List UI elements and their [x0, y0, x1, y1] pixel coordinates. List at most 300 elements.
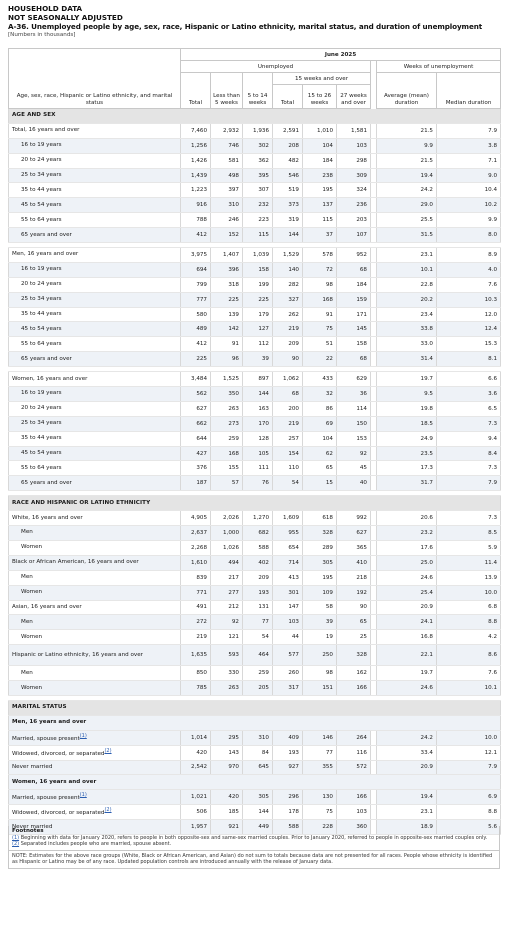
table-cell: 4,905 [181, 511, 211, 526]
table-cell: 146 [303, 730, 337, 745]
table-cell: 264 [337, 730, 371, 745]
table-cell: 24.2 [377, 183, 437, 198]
row-label-text: 25 to 34 years [21, 172, 62, 178]
table-cell: 328 [337, 645, 371, 666]
table-cell: 327 [273, 292, 303, 307]
table-cell: 209 [243, 570, 273, 585]
month-header: June 2025 [181, 49, 501, 61]
table-row [9, 555, 501, 570]
table-cell: 75 [303, 322, 337, 337]
table-row [9, 730, 501, 745]
table-cell: 927 [273, 760, 303, 775]
table-cell: 152 [211, 228, 243, 243]
table-cell: 29.0 [377, 198, 437, 213]
row-label [9, 526, 181, 541]
table-cell: 593 [211, 645, 243, 666]
table-cell: 7,460 [181, 123, 211, 138]
table-cell: 45 [337, 461, 371, 476]
table-cell: 427 [181, 446, 211, 461]
table-cell: 588 [243, 540, 273, 555]
table-cell: 3,975 [181, 248, 211, 263]
table-cell: 68 [273, 387, 303, 402]
table-cell: 9.5 [377, 387, 437, 402]
table-cell: 1,529 [273, 248, 303, 263]
table-cell: 4.0 [437, 262, 501, 277]
table-cell: 145 [337, 322, 371, 337]
table-cell: 238 [303, 168, 337, 183]
table-cell: 955 [273, 526, 303, 541]
table-cell: 6.6 [437, 372, 501, 387]
footnote-2-text: Separated includes people who are married, spouse absent. [20, 841, 172, 848]
table-cell: 232 [243, 198, 273, 213]
table-cell: 330 [211, 666, 243, 681]
table-row [9, 760, 501, 775]
table-cell: 360 [337, 820, 371, 835]
row-label [9, 476, 181, 491]
table-cell: 23.1 [377, 805, 437, 820]
table-row [9, 322, 501, 337]
table-cell: 236 [337, 198, 371, 213]
row-label [9, 461, 181, 476]
table-cell: 449 [243, 820, 273, 835]
table-cell: 362 [243, 153, 273, 168]
table-cell: 72 [303, 262, 337, 277]
table-cell: 187 [181, 476, 211, 491]
table-row [9, 540, 501, 555]
table-cell: 19 [303, 630, 337, 645]
5-to-14-weeks-header: 5 to 14 weeks [243, 73, 273, 109]
row-label [9, 198, 181, 213]
table-cell: 420 [181, 745, 211, 760]
footnote-ref-link[interactable]: (2) [104, 807, 112, 814]
row-label [9, 352, 181, 367]
table-cell: 328 [303, 526, 337, 541]
table-cell: 12.0 [437, 307, 501, 322]
table-cell: 498 [211, 168, 243, 183]
table-cell: 195 [303, 570, 337, 585]
table-cell: 310 [243, 730, 273, 745]
table-cell: 373 [273, 198, 303, 213]
table-cell: 168 [303, 292, 337, 307]
table-cell: 8.1 [437, 352, 501, 367]
row-label [9, 681, 181, 696]
row-label-text: 65 years and over [21, 355, 72, 362]
table-cell: 219 [273, 322, 303, 337]
units-note: [Numbers in thousands] [8, 32, 76, 38]
table-cell: 32 [303, 387, 337, 402]
row-label-text: 55 to 64 years [21, 340, 62, 347]
table-cell: 33.8 [377, 322, 437, 337]
table-cell: 305 [243, 790, 273, 805]
table-cell: 10.0 [437, 730, 501, 745]
table-cell: 58 [303, 600, 337, 615]
table-row [9, 615, 501, 630]
row-label-text: 55 to 64 years [21, 464, 62, 471]
table-row [9, 461, 501, 476]
table-cell: 10.1 [437, 681, 501, 696]
table-cell: 307 [243, 183, 273, 198]
table-cell: 24.1 [377, 615, 437, 630]
table-cell: 68 [337, 262, 371, 277]
table-cell: 39 [303, 615, 337, 630]
row-label-text: 55 to 64 years [21, 216, 62, 223]
row-label [9, 555, 181, 570]
table-cell: 178 [273, 805, 303, 820]
table-cell: 84 [243, 745, 273, 760]
footnote-1-text: Beginning with data for January 2020, refers to people in both opposite-sex and same-sex married couples. Prior to January 2020, referred to people in opposite-sex married couples only. [20, 834, 488, 841]
table-cell: 1,039 [243, 248, 273, 263]
table-cell: 103 [273, 615, 303, 630]
table-cell: 223 [243, 213, 273, 228]
row-label [9, 745, 181, 760]
table-cell: 433 [303, 372, 337, 387]
row-label-text: 16 to 19 years [21, 142, 62, 149]
table-cell: 11.4 [437, 555, 501, 570]
table-cell: 209 [273, 337, 303, 352]
table-cell: 65 [337, 615, 371, 630]
total-15-over-header: Total [273, 85, 303, 109]
table-cell: 1,014 [181, 730, 211, 745]
table-cell: 3.6 [437, 387, 501, 402]
table-cell: 54 [243, 630, 273, 645]
table-row [9, 123, 501, 138]
table-cell: 121 [211, 630, 243, 645]
table-cell: 578 [303, 248, 337, 263]
table-cell: 1,010 [303, 123, 337, 138]
row-label [9, 307, 181, 322]
row-label-text: Men [21, 618, 33, 625]
table-cell: 2,268 [181, 540, 211, 555]
table-cell: 2,542 [181, 760, 211, 775]
table-cell: 168 [211, 446, 243, 461]
table-cell: 260 [273, 666, 303, 681]
table-cell: 402 [243, 555, 273, 570]
table-row [9, 183, 501, 198]
table-cell: 104 [303, 138, 337, 153]
table-cell: 44 [273, 630, 303, 645]
table-cell: 68 [337, 352, 371, 367]
table-cell: 921 [211, 820, 243, 835]
row-label-text: 35 to 44 years [21, 311, 62, 318]
table-cell: 506 [181, 805, 211, 820]
table-cell: 91 [211, 337, 243, 352]
table-cell: 16.8 [377, 630, 437, 645]
row-label [9, 760, 181, 775]
table-cell: 897 [243, 372, 273, 387]
table-cell: 2,932 [211, 123, 243, 138]
table-cell: 20.2 [377, 292, 437, 307]
table-cell: 8.0 [437, 228, 501, 243]
subsection-header-row [9, 715, 501, 730]
row-label [9, 372, 181, 387]
table-cell: 208 [273, 138, 303, 153]
footnote-ref-link[interactable]: (1) [79, 792, 87, 799]
row-label [9, 540, 181, 555]
table-cell: 62 [303, 446, 337, 461]
table-cell: 150 [337, 416, 371, 431]
table-cell: 350 [211, 387, 243, 402]
row-label-text: 16 to 19 years [21, 390, 62, 397]
table-cell: 250 [303, 645, 337, 666]
table-cell: 54 [273, 476, 303, 491]
table-cell: 163 [243, 401, 273, 416]
footnote-ref-link[interactable]: (2) [104, 747, 112, 754]
table-cell: 155 [211, 461, 243, 476]
table-cell: 24.6 [377, 681, 437, 696]
table-cell: 192 [337, 585, 371, 600]
table-cell: 263 [211, 681, 243, 696]
table-cell: 627 [337, 526, 371, 541]
footnote-ref-link[interactable]: (1) [79, 732, 87, 739]
table-cell: 289 [303, 540, 337, 555]
table-cell: 109 [303, 585, 337, 600]
table-cell: 24.6 [377, 570, 437, 585]
section-header-row [9, 496, 501, 511]
table-cell: 9.0 [437, 168, 501, 183]
table-row [9, 248, 501, 263]
row-label [9, 168, 181, 183]
table-cell: 179 [243, 307, 273, 322]
table-cell: 365 [337, 540, 371, 555]
table-cell: 51 [303, 337, 337, 352]
table-cell: 9.9 [377, 138, 437, 153]
table-cell: 159 [337, 292, 371, 307]
table-cell: 103 [337, 805, 371, 820]
table-cell: 6.5 [437, 401, 501, 416]
table-cell: 18.9 [377, 820, 437, 835]
table-cell: 397 [211, 183, 243, 198]
table-cell: 355 [303, 760, 337, 775]
table-cell: 395 [243, 168, 273, 183]
table-cell: 13.9 [437, 570, 501, 585]
table-cell: 1,439 [181, 168, 211, 183]
table-cell: 69 [303, 416, 337, 431]
table-cell: 128 [243, 431, 273, 446]
row-label [9, 153, 181, 168]
table-cell: 23.4 [377, 307, 437, 322]
row-label [9, 615, 181, 630]
row-label [9, 248, 181, 263]
table-cell: 153 [337, 431, 371, 446]
row-label [9, 570, 181, 585]
table-cell: 771 [181, 585, 211, 600]
table-cell: 90 [337, 600, 371, 615]
table-cell: 1,525 [211, 372, 243, 387]
table-cell: 103 [337, 138, 371, 153]
table-cell: 116 [337, 745, 371, 760]
table-cell: 494 [211, 555, 243, 570]
row-label [9, 123, 181, 138]
row-label-text: Men [21, 574, 33, 581]
table-row [9, 805, 501, 820]
subsection-header-row [9, 775, 501, 790]
stub-header: Age, sex, race, Hispanic or Latino ethnicity, and marital status [9, 49, 181, 109]
table-row [9, 526, 501, 541]
table-cell: 40 [337, 476, 371, 491]
table-row [9, 446, 501, 461]
table-cell: 799 [181, 277, 211, 292]
row-label [9, 790, 181, 805]
table-cell: 2,026 [211, 511, 243, 526]
table-row [9, 511, 501, 526]
row-label-text: Widowed, divorced, or separated [12, 810, 105, 817]
table-cell: 464 [243, 645, 273, 666]
table-cell: 77 [303, 745, 337, 760]
table-cell: 298 [337, 153, 371, 168]
table-cell: 158 [337, 337, 371, 352]
table-cell: 305 [303, 555, 337, 570]
table-row [9, 666, 501, 681]
table-cell: 645 [243, 760, 273, 775]
table-cell: 151 [303, 681, 337, 696]
table-cell: 9.9 [437, 213, 501, 228]
row-label [9, 645, 181, 666]
table-cell: 217 [211, 570, 243, 585]
table-cell: 104 [303, 431, 337, 446]
table-row [9, 401, 501, 416]
table-cell: 131 [243, 600, 273, 615]
table-cell: 7.6 [437, 277, 501, 292]
row-label-text: Women, 16 years and over [12, 375, 88, 382]
table-row [9, 168, 501, 183]
table-cell: 36 [337, 387, 371, 402]
table-cell: 115 [303, 213, 337, 228]
table-row [9, 307, 501, 322]
table-cell: 12.4 [437, 322, 501, 337]
table-cell: 7.3 [437, 511, 501, 526]
table-row [9, 790, 501, 805]
table-cell: 324 [337, 183, 371, 198]
table-cell: 277 [211, 585, 243, 600]
table-cell: 205 [243, 681, 273, 696]
table-cell: 25.0 [377, 555, 437, 570]
row-label [9, 730, 181, 745]
table-cell: 65 [303, 461, 337, 476]
table-cell: 317 [273, 681, 303, 696]
table-cell: 98 [303, 277, 337, 292]
table-cell: 309 [337, 168, 371, 183]
table-cell: 219 [273, 416, 303, 431]
table-row [9, 476, 501, 491]
row-label-text: Men, 16 years and over [12, 251, 79, 258]
table-cell: 17.6 [377, 540, 437, 555]
table-cell: 19.8 [377, 401, 437, 416]
table-cell: 2,637 [181, 526, 211, 541]
table-cell: 75 [303, 805, 337, 820]
table-row [9, 153, 501, 168]
table-cell: 1,610 [181, 555, 211, 570]
row-label-text: 65 years and over [21, 479, 72, 486]
table-cell: 7.6 [437, 666, 501, 681]
table-row [9, 681, 501, 696]
table-cell: 273 [211, 416, 243, 431]
15-weeks-over-header: 15 weeks and over [273, 73, 371, 85]
table-cell: 272 [181, 615, 211, 630]
table-cell: 682 [243, 526, 273, 541]
table-row [9, 138, 501, 153]
row-label-text: Married, spouse present [12, 795, 80, 802]
table-cell: 581 [211, 153, 243, 168]
table-cell: 115 [243, 228, 273, 243]
table-cell: 170 [243, 416, 273, 431]
table-cell: 1,256 [181, 138, 211, 153]
table-cell: 310 [211, 198, 243, 213]
table-cell: 91 [303, 307, 337, 322]
table-cell: 1,026 [211, 540, 243, 555]
table-cell: 618 [303, 511, 337, 526]
row-label [9, 292, 181, 307]
table-cell: 694 [181, 262, 211, 277]
table-cell: 23.1 [377, 248, 437, 263]
table-cell: 3,484 [181, 372, 211, 387]
row-label [9, 213, 181, 228]
table-cell: 10.3 [437, 292, 501, 307]
table-cell: 92 [211, 615, 243, 630]
table-cell: 127 [243, 322, 273, 337]
table-row [9, 570, 501, 585]
table-cell: 7.3 [437, 461, 501, 476]
section-header-row [9, 700, 501, 715]
section-label: AGE AND SEX [9, 109, 501, 124]
row-label-text: White, 16 years and over [12, 514, 83, 521]
table-cell: 850 [181, 666, 211, 681]
row-label [9, 387, 181, 402]
table-cell: 105 [243, 446, 273, 461]
table-cell: 199 [243, 277, 273, 292]
row-label-text: Hispanic or Latino ethnicity, 16 years and over [12, 651, 143, 658]
table-cell: 22.8 [377, 277, 437, 292]
footnote-divider [9, 850, 499, 851]
table-row [9, 292, 501, 307]
table-cell: 15 [303, 476, 337, 491]
table-cell: 992 [337, 511, 371, 526]
table-cell: 10.1 [377, 262, 437, 277]
table-cell: 98 [303, 666, 337, 681]
row-label [9, 585, 181, 600]
15-to-26-weeks-header: 15 to 26 weeks [303, 85, 337, 109]
row-label-text: Black or African American, 16 years and over [12, 559, 139, 566]
footnote-1-link[interactable]: (1) [12, 834, 20, 841]
footnote-2-link[interactable]: (2) [12, 841, 20, 848]
table-cell: 139 [211, 307, 243, 322]
row-label-text: Asian, 16 years and over [12, 603, 82, 610]
table-cell: 171 [337, 307, 371, 322]
table-row [9, 213, 501, 228]
table-cell: 225 [181, 352, 211, 367]
table-cell: 839 [181, 570, 211, 585]
table-note: NOTE: Estimates for the above race groups (White, Black or African American, and Asian) do not sum to totals because data are not presented for all races. People whose ethnicity is identified as Hispanic or Latino may be of any race. Updated population controls are introduced annually with the release of January data. [12, 852, 493, 866]
unemployed-header: Unemployed [181, 61, 371, 73]
table-cell: 8.6 [437, 645, 501, 666]
table-cell: 1,223 [181, 183, 211, 198]
row-label [9, 401, 181, 416]
section-header-row [9, 109, 501, 124]
table-cell: 489 [181, 322, 211, 337]
table-cell: 952 [337, 248, 371, 263]
table-cell: 19.7 [377, 372, 437, 387]
weeks-header: Weeks of unemployment [377, 61, 501, 73]
row-label [9, 228, 181, 243]
average-duration-header: Average (mean) duration [377, 73, 437, 109]
table-cell: 3.8 [437, 138, 501, 153]
row-label-text: Women [21, 589, 43, 596]
table-cell: 19.7 [377, 666, 437, 681]
table-row [9, 372, 501, 387]
table-cell: 296 [273, 790, 303, 805]
table-cell: 577 [273, 645, 303, 666]
table-cell: 162 [337, 666, 371, 681]
table-cell: 1,270 [243, 511, 273, 526]
